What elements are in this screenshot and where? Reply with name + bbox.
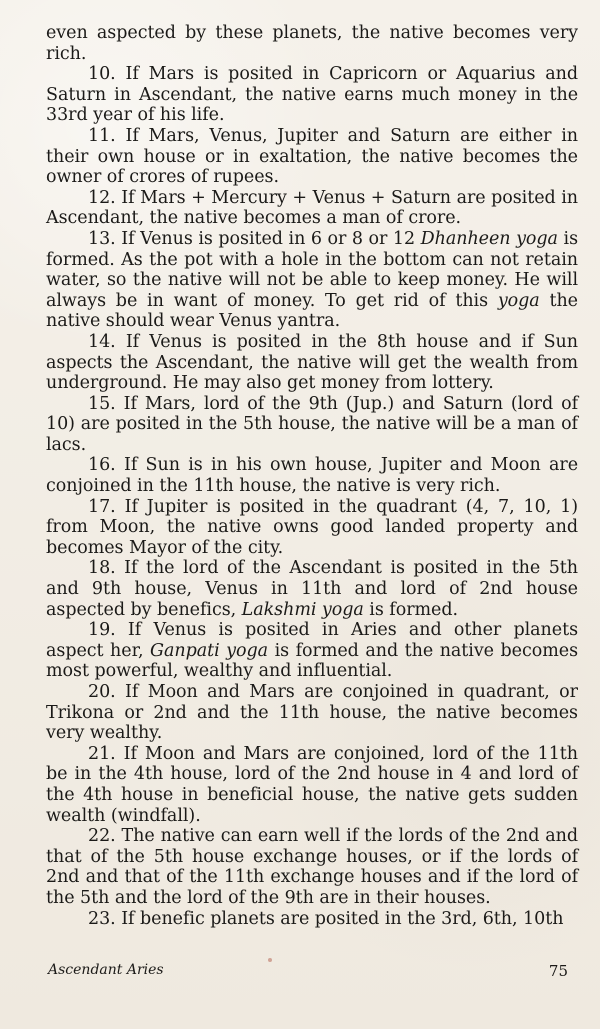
paragraph-15: 15. If Mars, lord of the 9th (Jup.) and Saturn (lord of 10) are posited in the 5th house, the native will be a man of lacs. xyxy=(46,393,578,455)
paragraph-11: 11. If Mars, Venus, Jupiter and Saturn are either in their own house or in exaltation, the native becomes the owner of crores of rupees. xyxy=(46,125,578,188)
paragraph-19: 19. If Venus is posited in Aries and other planets aspect her, Ganpati yoga is formed and the native becomes most powerful, wealthy and influential. xyxy=(46,620,578,682)
paragraph-17: 17. If Jupiter is posited in the quadrant (4, 7, 10, 1) from Moon, the native owns good landed property and becomes Mayor of the city. xyxy=(46,496,578,558)
page-body xyxy=(46,23,578,929)
paragraph-18: 18. If the lord of the Ascendant is posited in the 5th and 9th house, Venus in 11th and lord of 2nd house aspected by benefics, Lakshmi yoga is formed. xyxy=(46,558,578,620)
paragraph-10: 10. If Mars is posited in Capricorn or Aquarius and Saturn in Ascendant, the native earns much money in the 33rd year of his life. xyxy=(46,64,578,126)
page-footer xyxy=(48,962,568,990)
paragraph-continued: even aspected by these planets, the native becomes very rich. xyxy=(46,23,578,64)
paragraph-21: 21. If Moon and Mars are conjoined, lord of the 11th be in the 4th house, lord of the 2nd house in 4 and lord of the 4th house in beneficial house, the native gets sudden wealth (windfall). xyxy=(46,743,578,826)
paragraph-20: 20. If Moon and Mars are conjoined in quadrant, or Trikona or 2nd and the 11th house, the native becomes very wealthy. xyxy=(46,682,578,744)
paragraph-14: 14. If Venus is posited in the 8th house and if Sun aspects the Ascendant, the native will get the wealth from underground. He may also get money from lottery. xyxy=(46,331,578,394)
paragraph-23: 23. If benefic planets are posited in the 3rd, 6th, 10th xyxy=(88,908,564,929)
paragraph-22: 22. The native can earn well if the lords of the 2nd and that of the 5th house exchange houses, or if the lords of 2nd and that of the 11th exchange houses and if the lord of the 5th and the lord of the 9th are in their houses. xyxy=(46,826,578,908)
page-number: 75 xyxy=(548,962,568,980)
paragraph-12: 12. If Mars + Mercury + Venus + Saturn are posited in Ascendant, the native becomes a man of crore. xyxy=(46,187,578,229)
paragraph-16: 16. If Sun is in his own house, Jupiter and Moon are conjoined in the 11th house, the native is very rich. xyxy=(46,455,578,497)
paragraph-13: 13. If Venus is posited in 6 or 8 or 12 Dhanheen yoga is formed. As the pot with a hole in the bottom can not retain water, so the native will not be able to keep money. He will always be in want of money. To get rid of this yoga the native should wear Venus yantra. xyxy=(46,228,579,332)
footer-title: Ascendant Aries xyxy=(48,962,164,978)
